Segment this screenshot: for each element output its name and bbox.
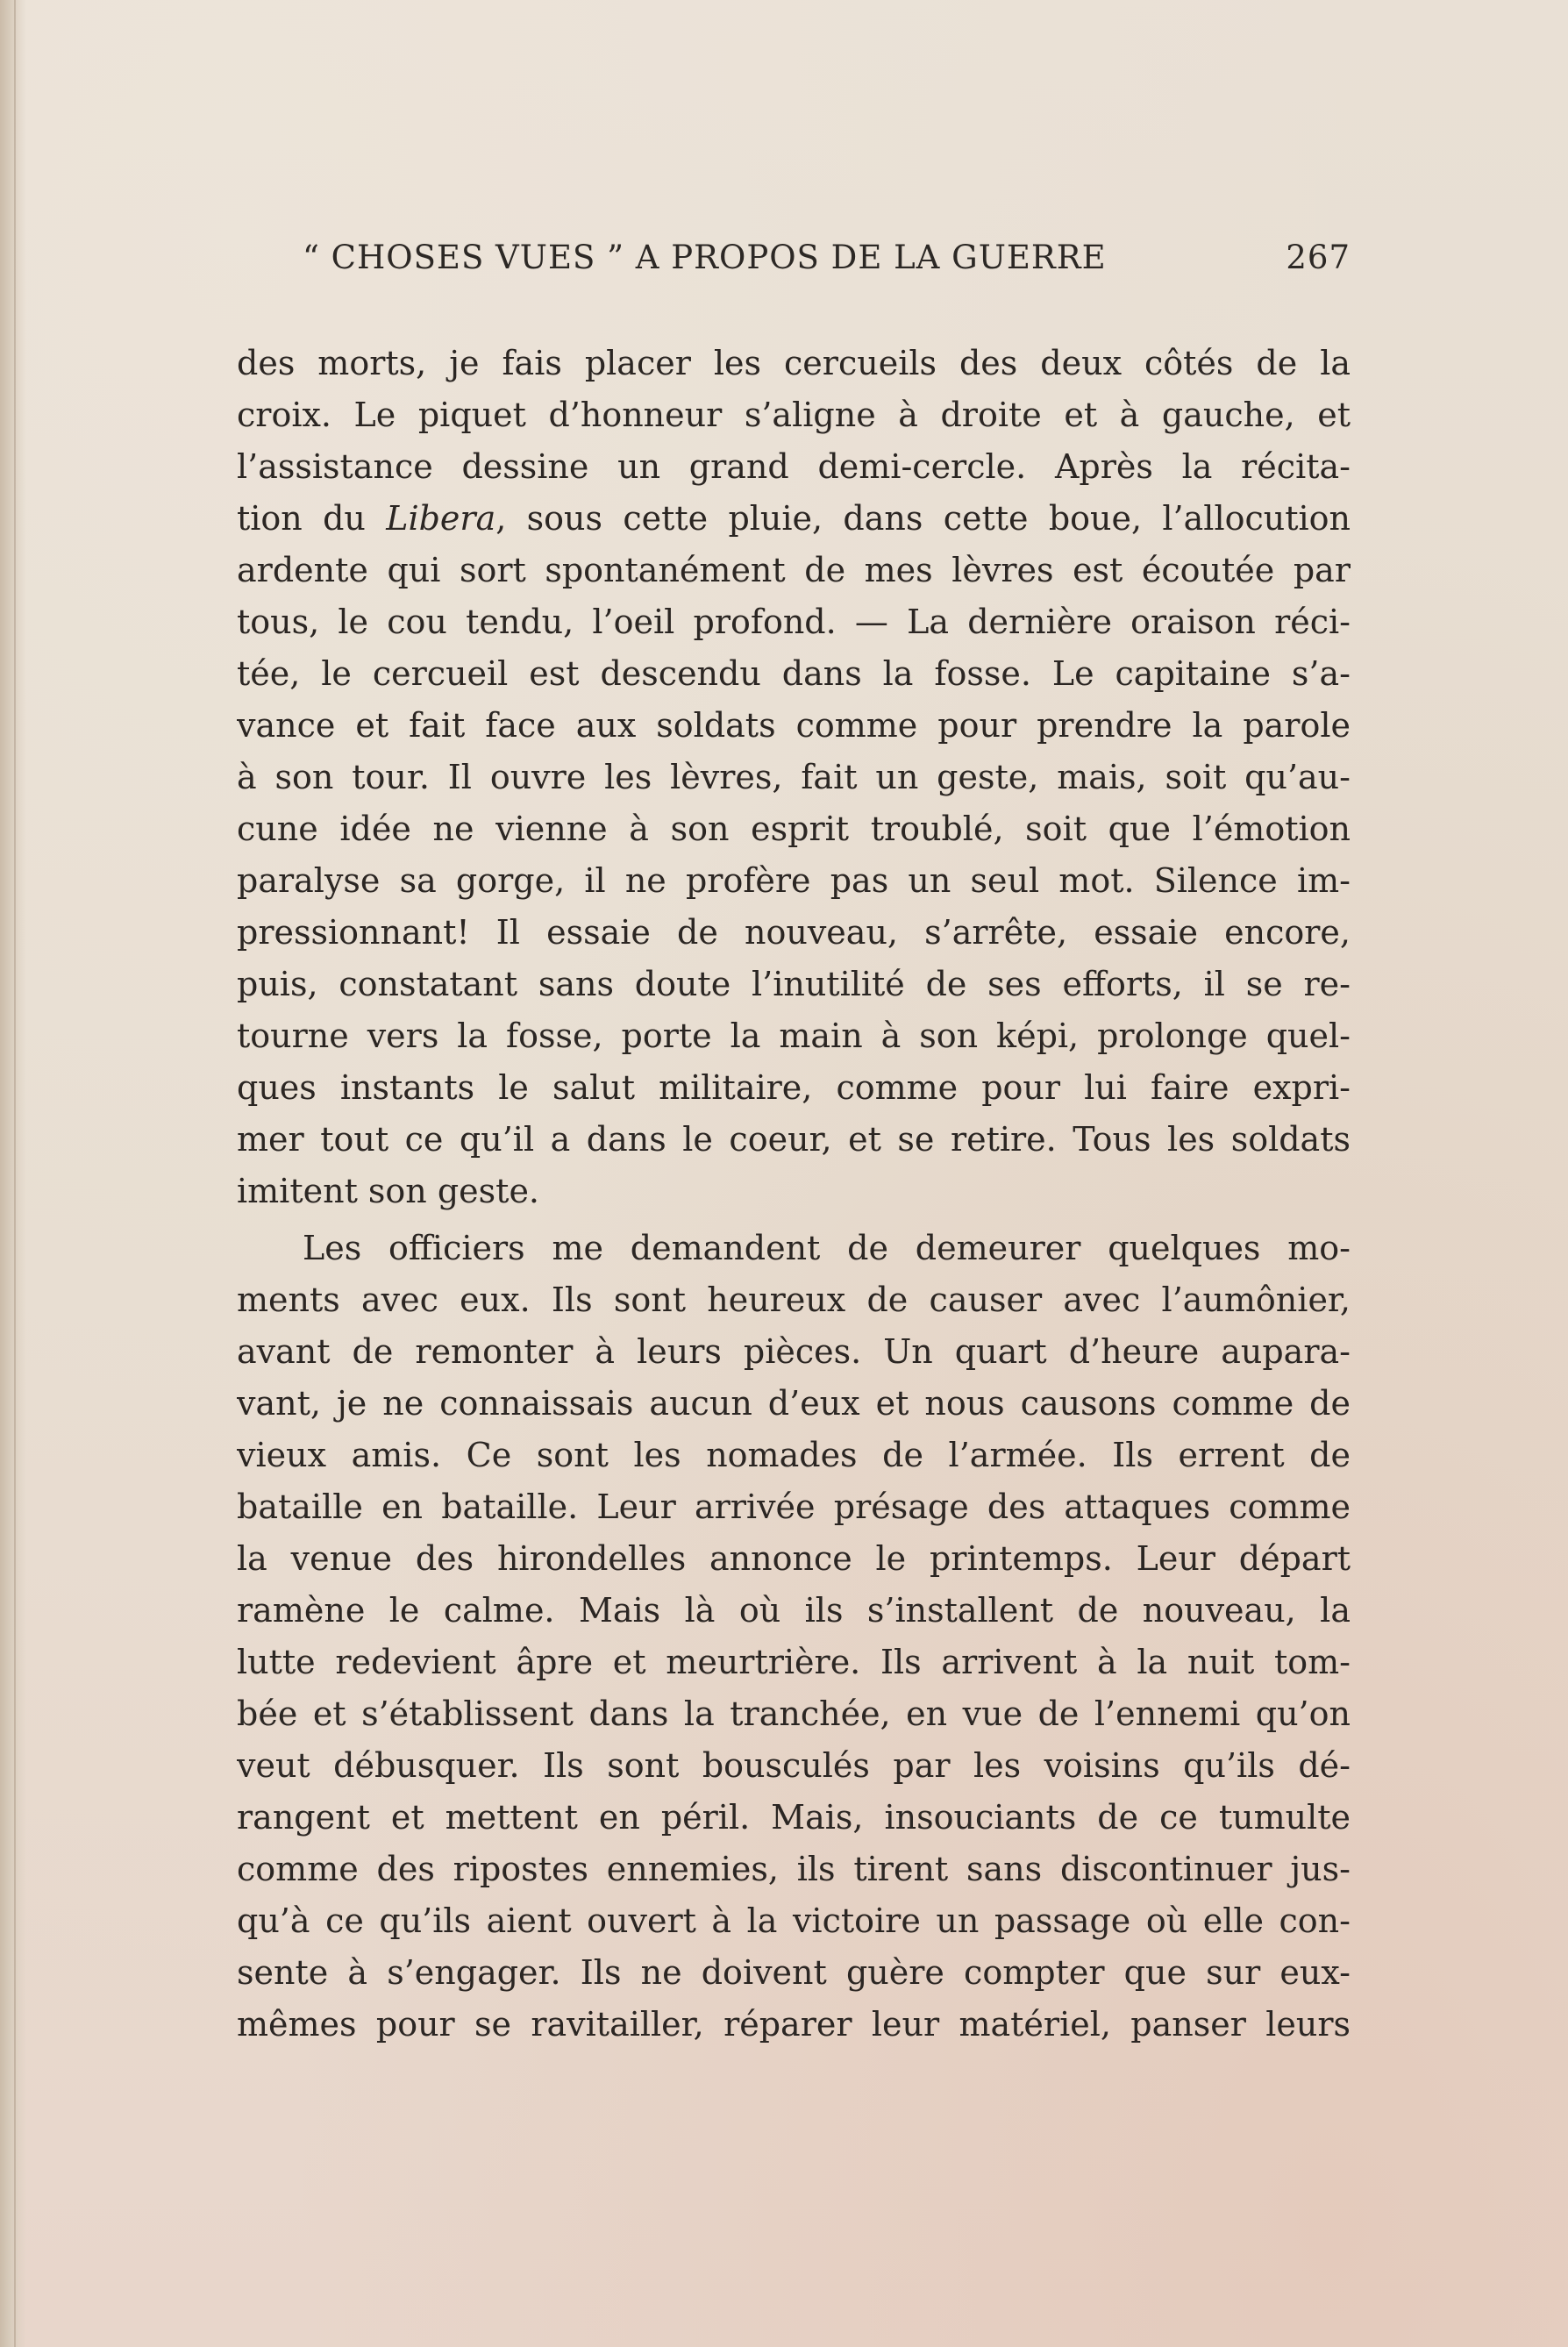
- text-line: ments avec eux. Ils sont heureux de causer avec l’aumônier,: [237, 1281, 1351, 1319]
- text-line: tion du Libera, sous cette pluie, dans cette boue, l’allocution: [237, 499, 1351, 538]
- binding-gutter: [0, 0, 26, 2347]
- text-line: paralyse sa gorge, il ne profère pas un seul mot. Silence im-: [237, 861, 1351, 900]
- text-line: rangent et mettent en péril. Mais, insouciants de ce tumulte: [237, 1798, 1351, 1837]
- text-line: avant de remonter à leurs pièces. Un quart d’heure aupara-: [237, 1332, 1351, 1371]
- text-line: ramène le calme. Mais là où ils s’installent de nouveau, la: [237, 1591, 1351, 1630]
- body-text: [237, 338, 1351, 2051]
- text-line: imitent son geste.: [237, 1172, 540, 1210]
- text-line: puis, constatant sans doute l’inutilité de ses efforts, il se re-: [237, 965, 1351, 1003]
- paragraph-1: [237, 338, 1351, 1217]
- text-line: Les officiers me demandent de demeurer quelques mo-: [303, 1229, 1351, 1267]
- text-line: tourne vers la fosse, porte la main à son képi, prolonge quel-: [237, 1017, 1351, 1055]
- text-line: à son tour. Il ouvre les lèvres, fait un geste, mais, soit qu’au-: [237, 758, 1351, 796]
- text-line: des morts, je fais placer les cercueils des deux côtés de la: [237, 344, 1351, 382]
- page-number: 267: [1286, 239, 1351, 276]
- italic-word: Libera: [386, 499, 496, 538]
- text-line: lutte redevient âpre et meurtrière. Ils arrivent à la nuit tom-: [237, 1643, 1351, 1681]
- text-line: croix. Le piquet d’honneur s’aligne à droite et à gauche, et: [237, 396, 1351, 434]
- text-line: comme des ripostes ennemies, ils tirent sans discontinuer jus-: [237, 1850, 1351, 1888]
- text-line: pressionnant! Il essaie de nouveau, s’arrête, essaie encore,: [237, 913, 1351, 952]
- text-line: mêmes pour se ravitailler, réparer leur matériel, panser leurs: [237, 2005, 1351, 2044]
- running-head: [303, 239, 1351, 291]
- text-line: vieux amis. Ce sont les nomades de l’armée. Ils errent de: [237, 1436, 1351, 1474]
- text-line: l’assistance dessine un grand demi-cercle. Après la récita-: [237, 447, 1351, 486]
- running-head-title: “ CHOSES VUES ” A PROPOS DE LA GUERRE: [303, 239, 1107, 276]
- text-line: tous, le cou tendu, l’oeil profond. — La dernière oraison réci-: [237, 603, 1351, 641]
- text-line: ardente qui sort spontanément de mes lèvres est écoutée par: [237, 551, 1351, 589]
- text-line: tée, le cercueil est descendu dans la fosse. Le capitaine s’a-: [237, 654, 1351, 693]
- paragraph-2: [237, 1223, 1351, 2051]
- text-line: vant, je ne connaissais aucun d’eux et nous causons comme de: [237, 1384, 1351, 1423]
- text-line: bataille en bataille. Leur arrivée présage des attaques comme: [237, 1487, 1351, 1526]
- text-line: ques instants le salut militaire, comme pour lui faire expri-: [237, 1068, 1351, 1107]
- text-line: bée et s’établissent dans la tranchée, en vue de l’ennemi qu’on: [237, 1694, 1351, 1733]
- text-line: mer tout ce qu’il a dans le coeur, et se retire. Tous les soldats: [237, 1120, 1351, 1159]
- text-line: sente à s’engager. Ils ne doivent guère compter que sur eux-: [237, 1953, 1351, 1992]
- text-line: vance et fait face aux soldats comme pour prendre la parole: [237, 706, 1351, 745]
- text-line: la venue des hirondelles annonce le printemps. Leur départ: [237, 1539, 1351, 1578]
- text-line: cune idée ne vienne à son esprit troublé, soit que l’émotion: [237, 810, 1351, 848]
- text-line: qu’à ce qu’ils aient ouvert à la victoire un passage où elle con-: [237, 1901, 1351, 1940]
- binding-edge: [14, 0, 16, 2347]
- text-line: veut débusquer. Ils sont bousculés par les voisins qu’ils dé-: [237, 1746, 1351, 1785]
